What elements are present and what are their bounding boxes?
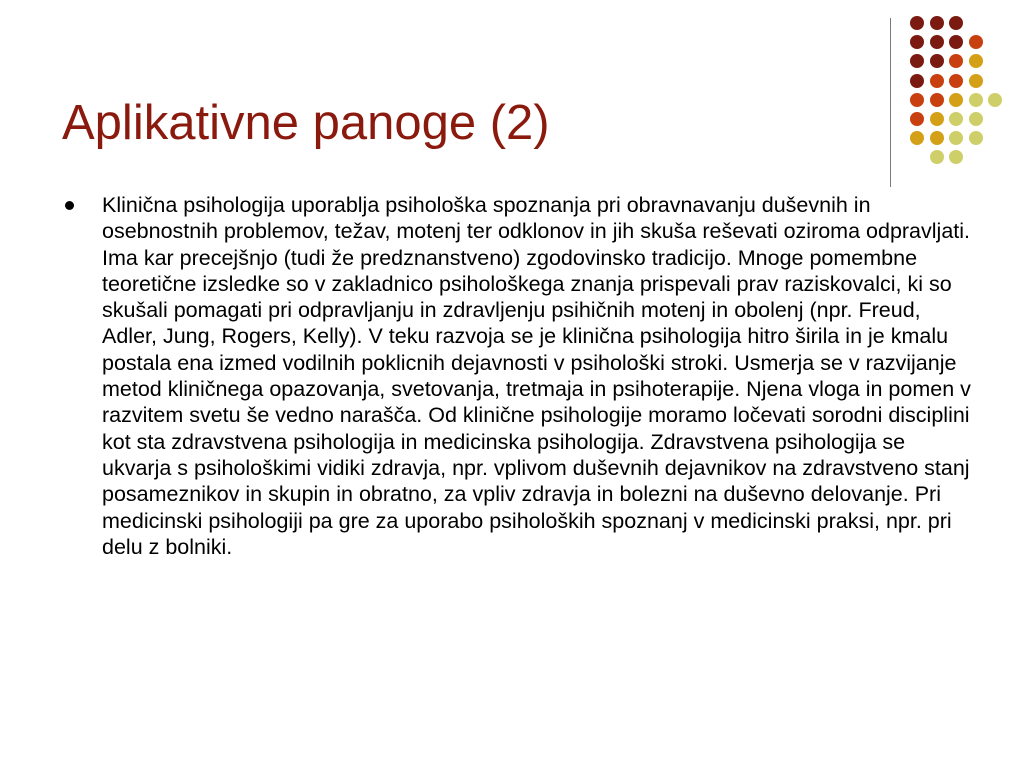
- decorative-dot: [949, 93, 963, 107]
- decorative-dot: [910, 54, 924, 68]
- decorative-dot: [988, 93, 1002, 107]
- bullet-icon: [65, 201, 74, 210]
- decorative-dot: [949, 150, 963, 164]
- decorative-dot: [949, 54, 963, 68]
- decorative-dot: [930, 112, 944, 126]
- decorative-dot: [969, 93, 983, 107]
- decorative-dot: [910, 35, 924, 49]
- decorative-dot: [969, 112, 983, 126]
- decorative-dot: [969, 74, 983, 88]
- vertical-divider: [890, 18, 891, 187]
- decorative-dot: [969, 54, 983, 68]
- decorative-dot: [930, 131, 944, 145]
- decorative-dot: [949, 74, 963, 88]
- decorative-dot: [949, 35, 963, 49]
- decorative-dot: [969, 131, 983, 145]
- decorative-dot: [930, 74, 944, 88]
- decorative-dot: [969, 35, 983, 49]
- decorative-dot: [930, 150, 944, 164]
- bullet-list: [62, 192, 972, 560]
- slide-title: Aplikativne panoge (2): [62, 96, 550, 150]
- decorative-dot: [910, 74, 924, 88]
- decorative-dot: [949, 112, 963, 126]
- decorative-dot: [930, 93, 944, 107]
- decorative-dot: [910, 112, 924, 126]
- decorative-dot: [910, 16, 924, 30]
- decorative-dot: [949, 131, 963, 145]
- decorative-dot: [930, 54, 944, 68]
- bullet-text: Klinična psihologija uporablja psihološka spoznanja pri obravnavanju duševnih in osebnostnih problemov, težav, motenj ter odklonov in jih skuša reševati oziroma odpravljati. Ima kar precejšnjo (tudi že predznanstveno) zgodovinsko tradicijo. Mnoge pomembne teoretične izsledke so v zakladnico psihološkega znanja prispevali prav raziskovalci, ki so skušali pomagati pri odpravljanju in zdravljenju psihičnih motenj in obolenj (npr. Freud, Adler, Jung, Rogers, Kelly). V teku razvoja se je klinična psihologija hitro širila in je kmalu postala ena izmed vodilnih poklicnih dejavnosti v psihološki stroki. Usmerja se v razvijanje metod kliničnega opazovanja, svetovanja, tretmaja in psihoterapije. Njena vloga in pomen v razvitem svetu še vedno narašča. Od klinične psihologije moramo ločevati sorodni disciplini kot sta zdravstvena psihologija in medicinska psihologija. Zdravstvena psihologija se ukvarja s psihološkimi vidiki zdravja, npr. vplivom duševnih dejavnikov na zdravstveno stanj posameznikov in skupin in obratno, za vpliv zdravja in bolezni na duševno delovanje. Pri medicinski psihologiji pa gre za uporabo psiholoških spoznanj v medicinski praksi, npr. pri delu z bolniki.: [102, 193, 971, 559]
- bullet-item: [62, 192, 972, 560]
- decorative-dot: [910, 131, 924, 145]
- decorative-dot: [930, 16, 944, 30]
- decorative-dot: [910, 93, 924, 107]
- decorative-dot: [949, 16, 963, 30]
- decorative-dot: [930, 35, 944, 49]
